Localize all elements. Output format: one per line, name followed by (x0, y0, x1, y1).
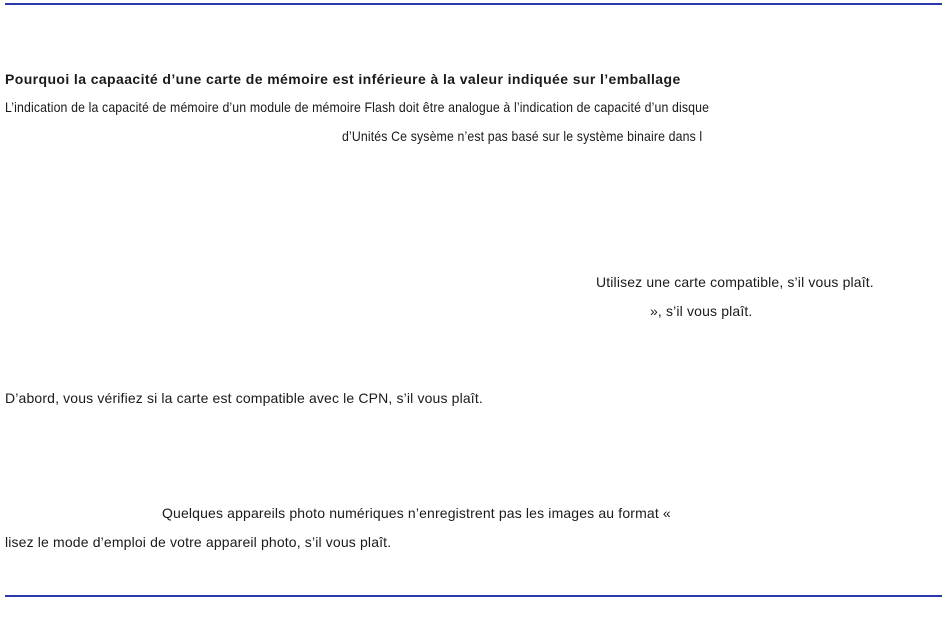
top-divider (5, 3, 942, 5)
paragraph-capacity-line-1: L’indication de la capacité de mémoire d’un module de mémoire Flash doit être analogue à l’indication de capacité d’un disque (5, 99, 710, 115)
camera-format-text: Quelques appareils photo numériques n’enregistrent pas les images au format « (162, 505, 671, 521)
page-title: Pourquoi la capaacité d’une carte de mémoire est inférieure à la valeur indiquée sur l’emballage (5, 71, 681, 87)
bottom-divider (5, 595, 942, 597)
paragraph-capacity-line-2: d’Unités Ce sysème n’est pas basé sur le système binaire dans l (342, 128, 703, 144)
check-compatibility-text: D’abord, vous vérifiez si la carte est compatible avec le CPN, s’il vous plaît. (5, 390, 483, 406)
compatible-card-notice-continued: », s’il vous plaît. (650, 303, 753, 319)
compatible-card-notice: Utilisez une carte compatible, s’il vous plaît. (596, 274, 874, 290)
camera-manual-text: lisez le mode d’emploi de votre appareil photo, s’il vous plaît. (5, 534, 392, 550)
